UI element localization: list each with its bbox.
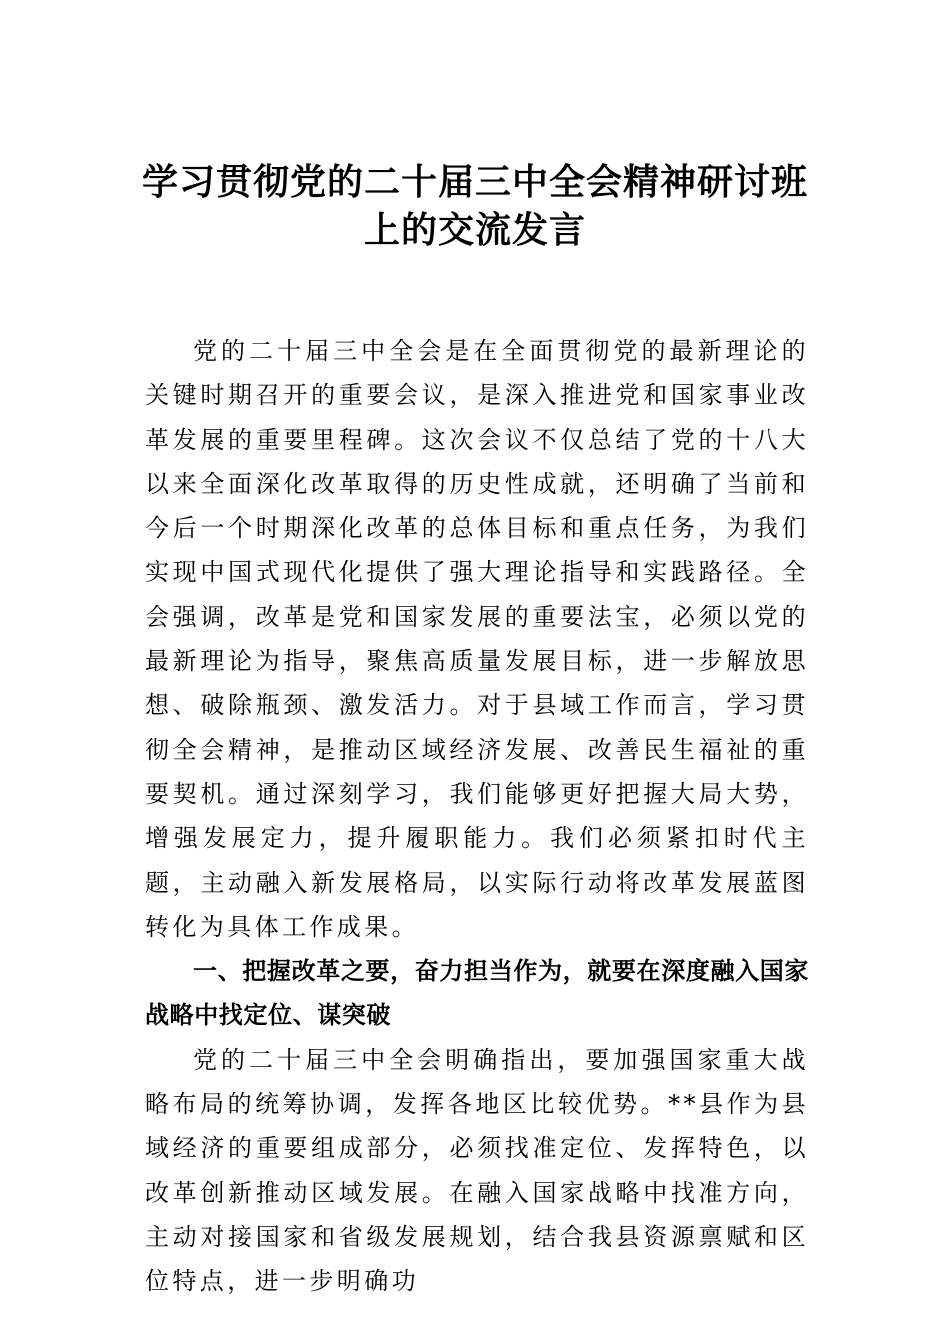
document-title-line-2: 上的交流发言 <box>363 209 586 251</box>
section-heading-1: 一、把握改革之要，奋力担当作为，就要在深度融入国家战略中找定位、谋突破 <box>145 957 809 1030</box>
document-title-line-1: 学习贯彻党的二十届三中全会精神研讨班 <box>141 161 808 203</box>
document-body <box>145 329 809 1304</box>
section-1-paragraph: 党的二十届三中全会明确指出，要加强国家重大战略布局的统筹协调，发挥各地区比较优势。**县作为县域经济的重要组成部分，必须找准定位、发挥特色，以改革创新推动区域发展。在融入国家战略中找准方向，主动对接国家和省级发展规划，结合我县资源禀赋和区位特点，进一步明确功 <box>145 1045 809 1296</box>
intro-paragraph: 党的二十届三中全会是在全面贯彻党的最新理论的关键时期召开的重要会议，是深入推进党和国家事业改革发展的重要里程碑。这次会议不仅总结了党的十八大以来全面深化改革取得的历史性成就，还明确了当前和今后一个时期深化改革的总体目标和重点任务，为我们实现中国式现代化提供了强大理论指导和实践路径。全会强调，改革是党和国家发展的重要法宝，必须以党的最新理论为指导，聚焦高质量发展目标，进一步解放思想、破除瓶颈、激发活力。对于县域工作而言，学习贯彻全会精神，是推动区域经济发展、改善民生福祉的重要契机。通过深刻学习，我们能够更好把握大局大势，增强发展定力，提升履职能力。我们必须紧扣时代主题，主动融入新发展格局，以实际行动将改革发展蓝图转化为具体工作成果。 <box>145 337 809 941</box>
